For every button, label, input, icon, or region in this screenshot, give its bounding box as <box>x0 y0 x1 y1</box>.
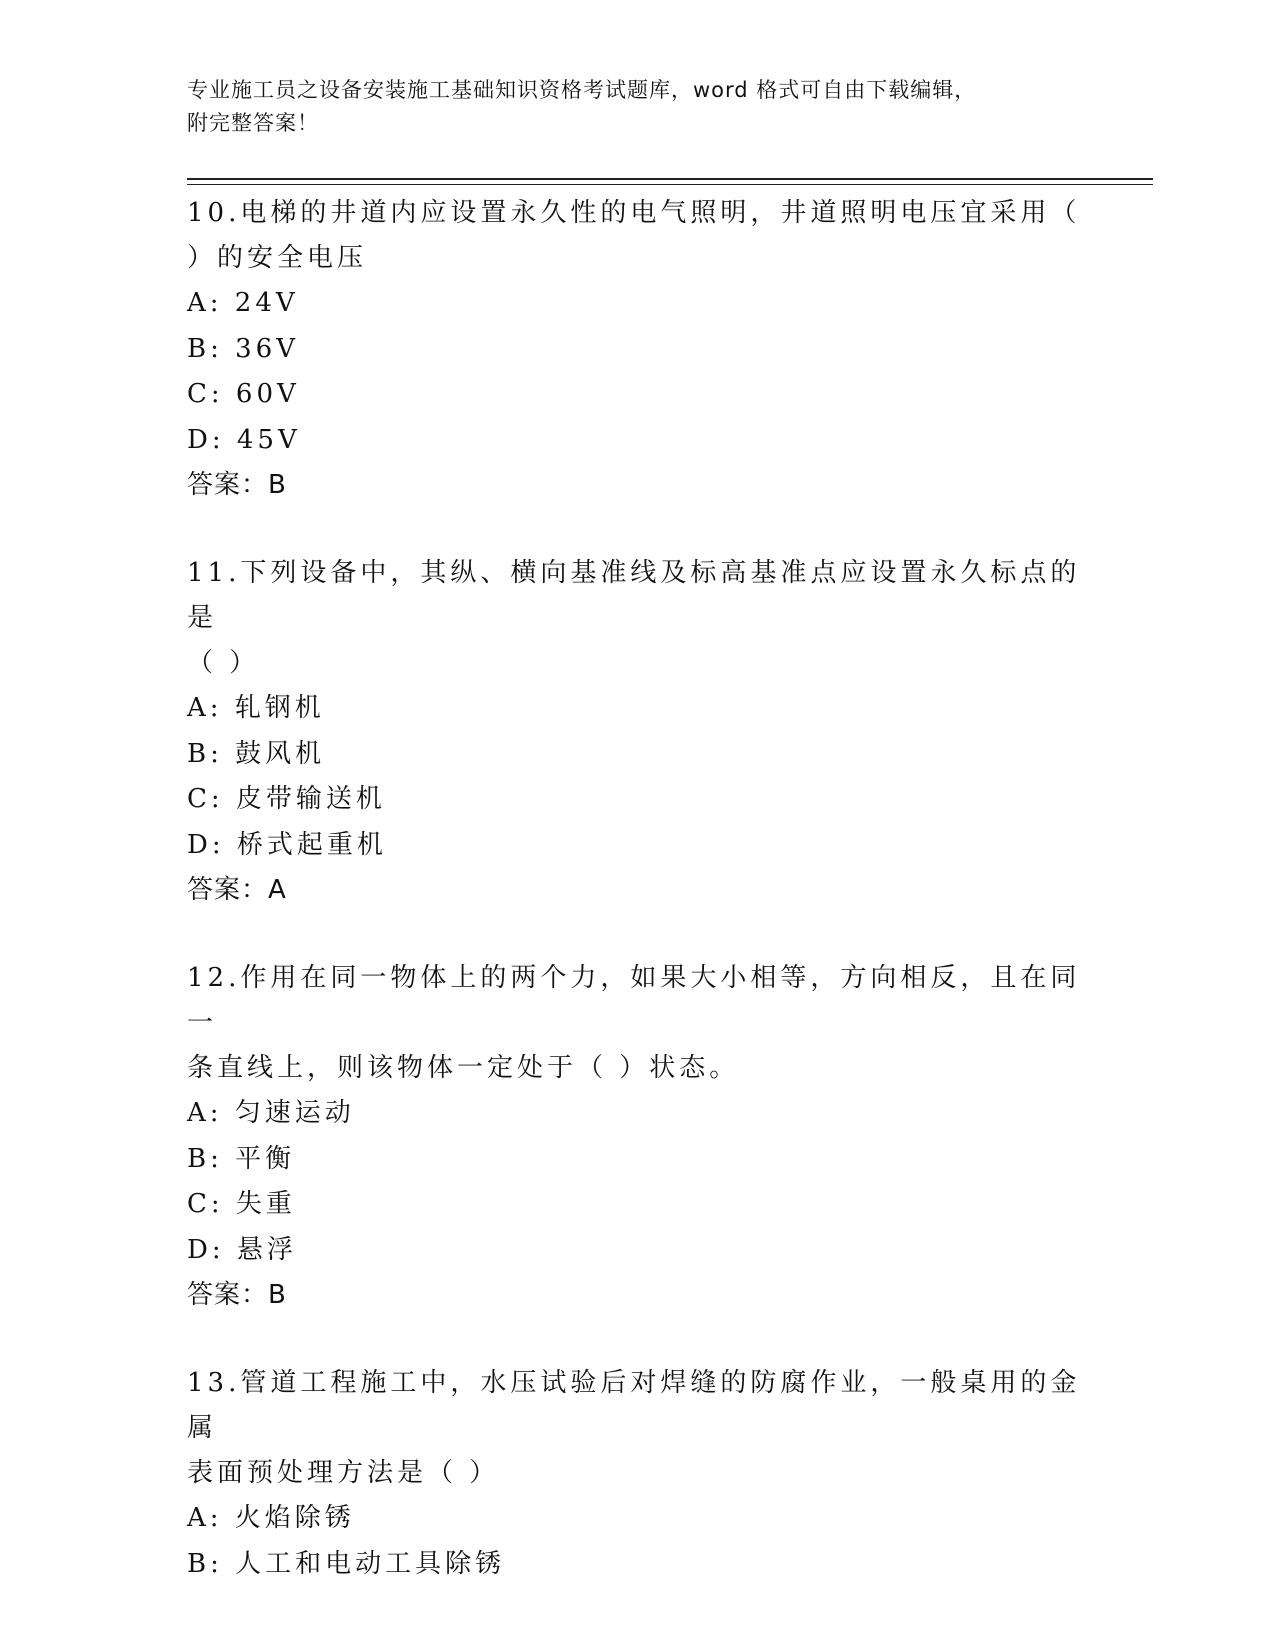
question-stem-line: 12.作用在同一物体上的两个力，如果大小相等，方向相反，且在同一 <box>187 963 1081 1038</box>
question-stem-line: 表面预处理方法是（ ） <box>187 1458 500 1488</box>
option-b: B: 平衡 <box>187 1143 296 1174</box>
question-stem-line: ）的安全电压 <box>187 243 368 273</box>
header-line-1: 专业施工员之设备安装施工基础知识资格考试题库，word 格式可自由下载编辑， <box>187 78 977 102</box>
question-stem-line: 条直线上，则该物体一定处于（ ）状态。 <box>187 1053 740 1083</box>
question-stem-line: （ ） <box>187 648 260 678</box>
question-10 <box>187 191 1087 508</box>
question-11 <box>187 551 1087 913</box>
option-c: C: 皮带输送机 <box>187 784 386 814</box>
header-line-2: 附完整答案！ <box>187 111 319 135</box>
header-divider-thick <box>187 178 1153 180</box>
option-b: B: 36V <box>187 333 299 364</box>
option-d: D: 45V <box>187 424 301 455</box>
answer-line: 答案：B <box>187 1280 287 1310</box>
option-b: B: 人工和电动工具除锈 <box>187 1548 506 1579</box>
option-a: A: 火焰除锈 <box>187 1503 355 1533</box>
question-stem-line: 11.下列设备中，其纵、横向基准线及标高基准点应设置永久标点的是 <box>187 558 1081 633</box>
option-c: C: 60V <box>187 379 300 409</box>
option-b: B: 鼓风机 <box>187 738 326 769</box>
answer-line: 答案：B <box>187 470 287 500</box>
option-d: D: 悬浮 <box>187 1234 297 1265</box>
option-a: A: 匀速运动 <box>187 1098 355 1128</box>
document-header <box>187 74 1067 140</box>
question-stem-line: 10.电梯的井道内应设置永久性的电气照明，井道照明电压宜采用（ <box>187 198 1081 228</box>
question-list <box>187 191 1087 1630</box>
option-c: C: 失重 <box>187 1189 296 1219</box>
option-d: D: 桥式起重机 <box>187 829 387 860</box>
header-divider-thin <box>187 184 1153 185</box>
question-12 <box>187 956 1087 1318</box>
answer-line: 答案：A <box>187 875 287 905</box>
option-a: A: 24V <box>187 288 299 318</box>
question-stem-line: 13.管道工程施工中，水压试验后对焊缝的防腐作业，一般桌用的金属 <box>187 1368 1081 1443</box>
option-a: A: 轧钢机 <box>187 693 325 723</box>
question-13 <box>187 1361 1087 1587</box>
